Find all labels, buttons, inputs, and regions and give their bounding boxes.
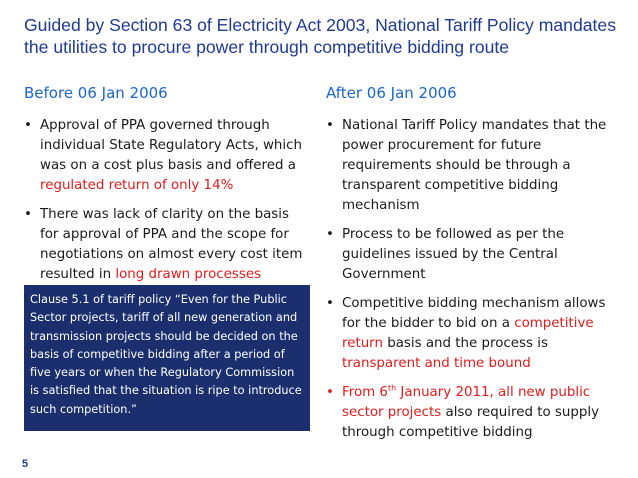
bullet-highlight: January 2011, all new public sector projects — [342, 385, 591, 420]
bullet-text: basis and the process is — [382, 336, 548, 351]
bullet-marker: • — [24, 207, 32, 222]
bullet-text: Process to be followed as per the guidelines issued by the Central Government — [342, 227, 565, 282]
right-bullet-3 — [326, 294, 616, 374]
page-number: 5 — [22, 458, 29, 470]
left-bullet-1 — [24, 116, 308, 196]
bullet-text: There was lack of clarity on the basis for approval of PPA and the scope for negotiations on almost every cost item resulted in — [40, 207, 303, 282]
bullet-marker: • — [326, 118, 334, 133]
bullet-marker: • — [24, 118, 32, 133]
bullet-text: Competitive bidding mechanism allows for the bidder to bid on a — [342, 296, 606, 331]
bullet-text: National Tariff Policy mandates that the power procurement for future requirements should be through a transparent competitive bidding mechanism — [342, 118, 607, 213]
bullet-highlight: transparent and time bound — [342, 356, 531, 371]
left-column-heading: Before 06 Jan 2006 — [24, 84, 168, 102]
bullet-marker: • — [326, 296, 334, 311]
slide-title: Guided by Section 63 of Electricity Act 2003, National Tariff Policy mandates the utilities to procure power through competitive bidding route — [24, 15, 616, 57]
bullet-text: also required to supply through competitive bidding — [342, 405, 600, 440]
policy-quote-box: Clause 5.1 of tariff policy “Even for the Public Sector projects, tariff of all new generation and transmission projects should be decided on the basis of competitive bidding after a period of five years or when the Regulatory Commission is satisfied that the situation is ripe to introduce such competition.” — [24, 285, 310, 431]
left-bullet-2 — [24, 205, 308, 285]
right-column — [326, 116, 616, 452]
bullet-marker: • — [326, 385, 334, 400]
right-bullet-2 — [326, 225, 616, 285]
right-bullet-4 — [326, 383, 616, 443]
bullet-highlight: long drawn processes — [115, 267, 262, 282]
bullet-text: Approval of PPA governed through individual State Regulatory Acts, which was on a cost plus basis and offered a — [40, 118, 302, 173]
right-bullet-1 — [326, 116, 616, 216]
bullet-marker: • — [326, 227, 334, 242]
bullet-highlight: regulated return of only 14% — [40, 178, 234, 193]
bullet-highlight: From 6 — [342, 385, 388, 400]
ordinal-superscript: th — [387, 383, 397, 393]
left-column — [24, 116, 308, 294]
right-column-heading: After 06 Jan 2006 — [326, 84, 457, 102]
bullet-highlight: competitive return — [342, 316, 594, 351]
